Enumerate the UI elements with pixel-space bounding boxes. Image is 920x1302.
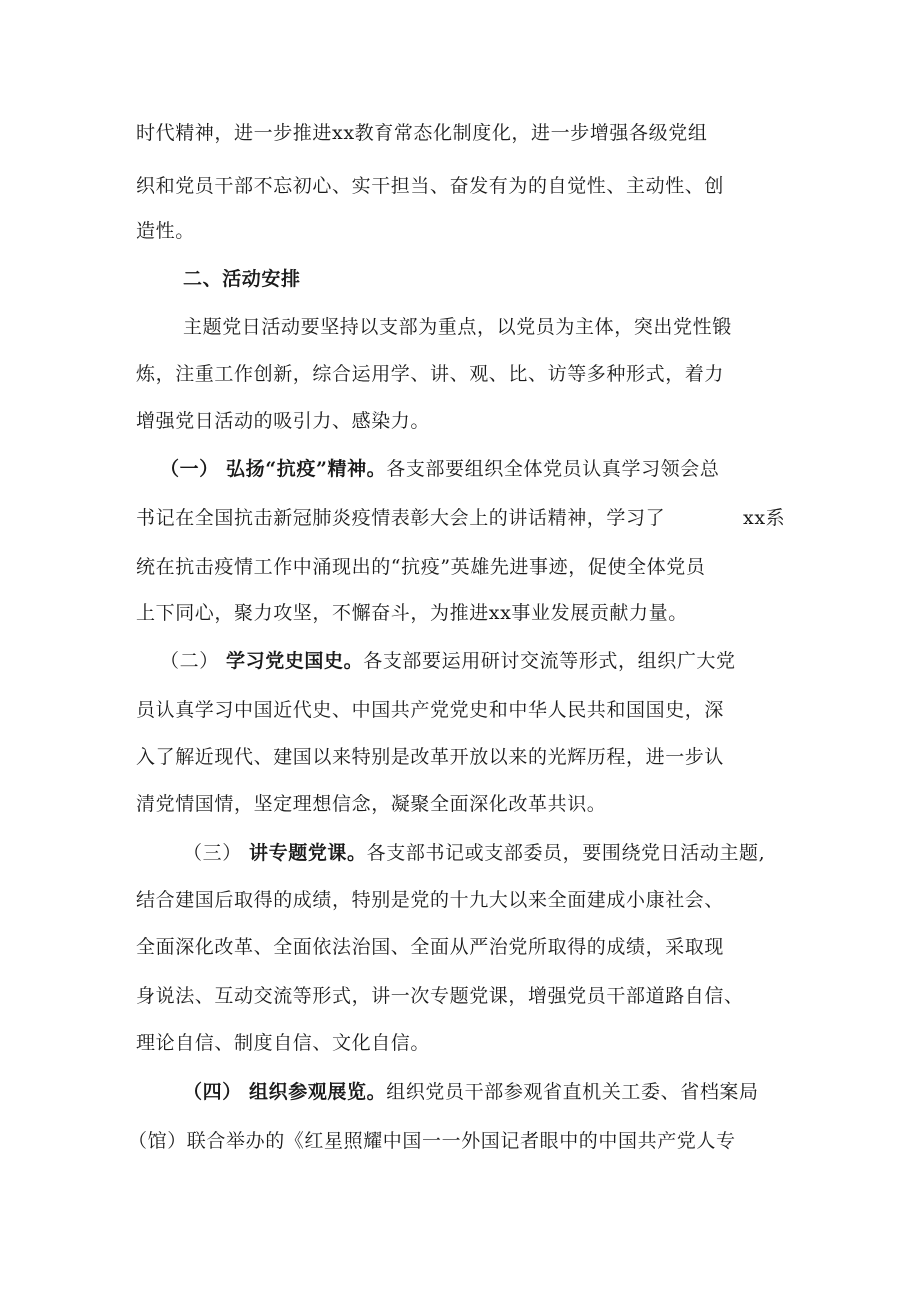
item-number: （二） <box>160 650 219 672</box>
text-line: 员认真学习中国近代史、中国共产党党史和中华人民共和国国史，深 <box>136 699 725 721</box>
paragraph-first-line <box>183 1079 759 1105</box>
item-text: 各支部书记或支部委员，要围绕党日活动主题, <box>366 842 766 864</box>
text-line: 理论自信、制度自信、文化自信。 <box>136 1032 431 1054</box>
text-line: 书记在全国抗击新冠肺炎疫情表彰大会上的讲话精神，学习了 <box>136 507 666 529</box>
text-line: 上下同心，聚力攻坚，不懈奋斗，为推进xx事业发展贡献力量。 <box>136 602 688 624</box>
text-line: 炼，注重工作创新，综合运用学、讲、观、比、访等多种形式，着力 <box>136 363 725 385</box>
text-line: 统在抗击疫情工作中涌现出的“抗疫”英雄先进事迹，促使全体党员 <box>136 556 706 578</box>
text-line: 清党情国情，坚定理想信念，凝聚全面深化改革共识。 <box>136 793 607 815</box>
text-line: 主题党日活动要坚持以支部为重点，以党员为主体，突出党性锻 <box>183 316 732 338</box>
item-text: 各支部要组织全体党员认真学习领会总 <box>386 458 720 480</box>
text-line: 全面深化改革、全面依法治国、全面从严治党所取得的成绩，采取现 <box>136 936 725 958</box>
item-text: 各支部要运用研讨交流等形式，组织广大党 <box>363 650 736 672</box>
text-line: 造性。 <box>136 220 195 242</box>
paragraph-first-line <box>183 840 765 866</box>
text-line: 增强党日活动的吸引力、感染力。 <box>136 410 431 432</box>
text-fragment: xx系 <box>743 507 786 529</box>
text-line: 入了解近现代、建国以来特别是改革开放以来的光辉历程，进一步认 <box>136 746 725 768</box>
text-line: 身说法、互动交流等形式，讲一次专题党课，增强党员干部道路自信、 <box>136 985 744 1007</box>
text-line: （馆）联合举办的《红星照耀中国一一外国记者眼中的中国共产党人专 <box>128 1130 736 1152</box>
section-heading: 二、活动安排 <box>183 268 301 290</box>
item-number: （三） <box>183 842 242 864</box>
item-lead: 学习党史国史。 <box>218 650 364 672</box>
item-lead: （四） 组织参观展览。 <box>183 1081 387 1103</box>
text-line: 结合建国后取得的成绩，特别是党的十九大以来全面建成小康社会、 <box>136 889 725 911</box>
paragraph-first-line <box>160 456 719 482</box>
text-line: 织和党员干部不忘初心、实干担当、奋发有为的自觉性、主动性、创 <box>136 175 725 197</box>
item-lead: （一） 弘扬“抗疫”精神。 <box>160 458 387 480</box>
paragraph-first-line <box>160 648 736 674</box>
text-line: 时代精神，进一步推进xx教育常态化制度化，进一步增强各级党组 <box>136 122 708 144</box>
item-lead: 讲专题党课。 <box>241 842 367 864</box>
item-text: 组织党员干部参观省直机关工委、省档案局 <box>386 1081 759 1103</box>
